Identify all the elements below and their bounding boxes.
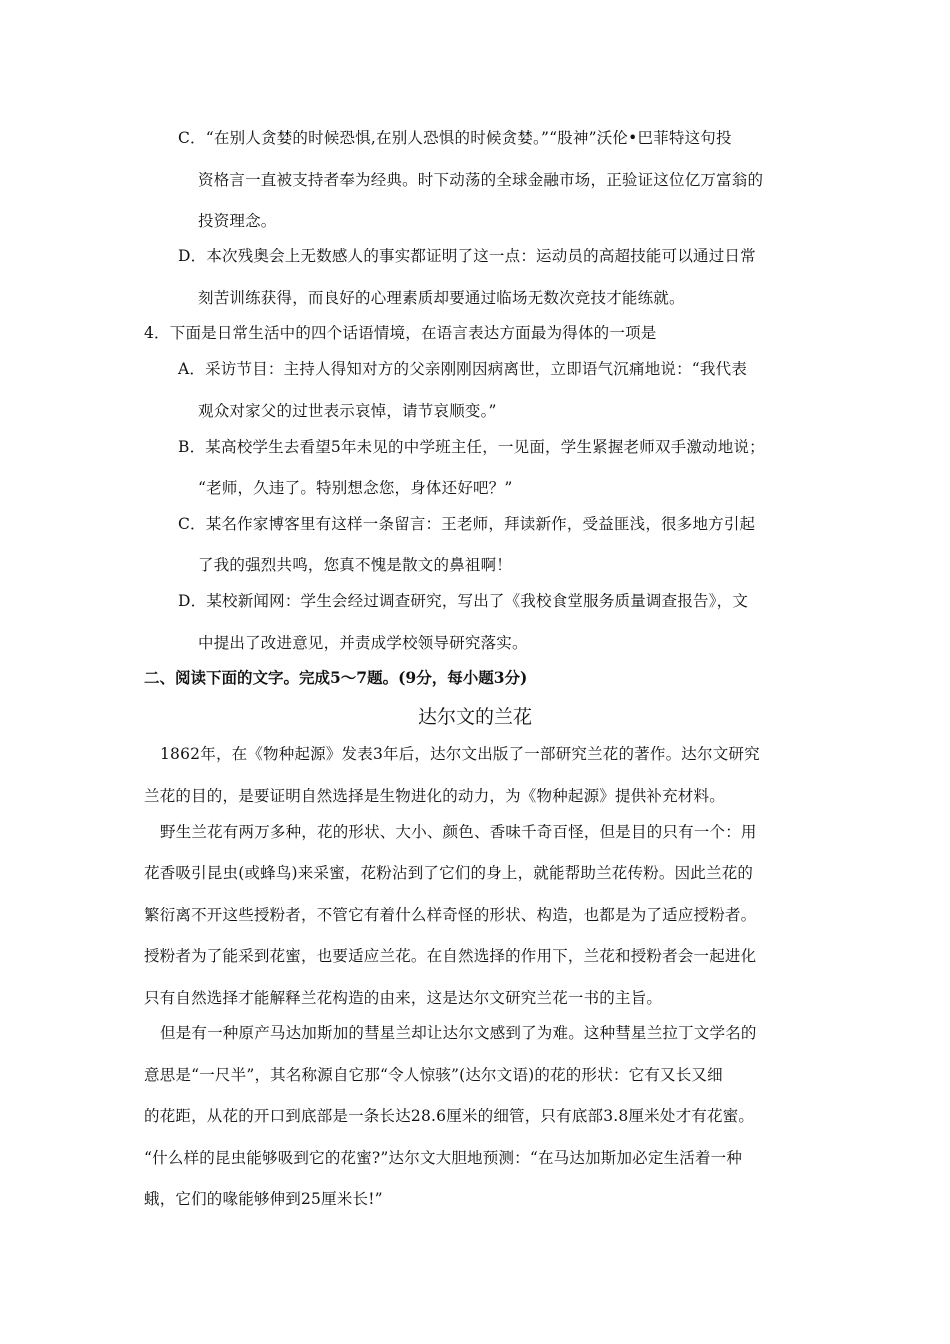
q3-option-c-line-3: 投资理念。 (198, 212, 277, 230)
q4-option-b-line-1: B．某高校学生去看望5年未见的中学班主任，一见面，学生紧握老师双手激动地说； (178, 438, 765, 456)
q3-option-c-line-2: 资格言一直被支持者奉为经典。时下动荡的全球金融市场，正验证这位亿万富翁的 (198, 171, 764, 189)
paragraph-2-line-3: 繁衍离不开这些授粉者，不管它有着什么样奇怪的形状、构造，也都是为了适应授粉者。 (144, 906, 757, 924)
paragraph-3-line-3: 的花距，从花的开口到底部是一条长达28.6厘米的细管，只有底部3.8厘米处才有花蜜。 (144, 1107, 755, 1125)
paragraph-2-line-1: 野生兰花有两万多种，花的形状、大小、颜色、香味千奇百怪，但是目的只有一个：用 (160, 823, 757, 841)
q4-option-d-line-1: D．某校新闻网：学生会经过调查研究，写出了《我校食堂服务质量调查报告》，文 (178, 592, 749, 610)
section-heading: 二、阅读下面的文字。完成5～7题。(9分，每小题3分) (144, 668, 528, 687)
q4-option-c-line-1: C．某名作家博客里有这样一条留言：王老师，拜读新作，受益匪浅，很多地方引起 (178, 515, 756, 533)
q4-option-a-line-1: A．采访节目：主持人得知对方的父亲刚刚因病离世，立即语气沉痛地说：“我代表 (178, 360, 748, 378)
paragraph-2-line-4: 授粉者为了能采到花蜜，也要适应兰花。在自然选择的作用下，兰花和授粉者会一起进化 (144, 947, 757, 965)
paragraph-1-line-1: 1862年，在《物种起源》发表3年后，达尔文出版了一部研究兰花的著作。达尔文研究 (160, 745, 760, 763)
q4-option-c-line-2: 了我的强烈共鸣，您真不愧是散文的鼻祖啊！ (198, 556, 513, 574)
paragraph-3-line-2: 意思是“一尺半”，其名称源自它那“令人惊骇”(达尔文语)的花的形状：它有又长又细 (144, 1066, 723, 1084)
paragraph-1-line-2: 兰花的目的，是要证明自然选择是生物进化的动力，为《物种起源》提供补充材料。 (144, 787, 725, 805)
article-title: 达尔文的兰花 (417, 706, 532, 728)
paragraph-3-line-1: 但是有一种原产马达加斯加的彗星兰却让达尔文感到了为难。这种彗星兰拉丁文学名的 (160, 1024, 757, 1042)
paragraph-2-line-2: 花香吸引昆虫(或蜂鸟)来采蜜，花粉沾到了它们的身上，就能帮助兰花传粉。因此兰花的 (144, 864, 754, 882)
paragraph-3-line-5: 蛾，它们的喙能够伸到25厘米长!” (144, 1190, 383, 1208)
paragraph-3-line-4: “什么样的昆虫能够吸到它的花蜜?”达尔文大胆地预测：“在马达加斯加必定生活着一种 (144, 1149, 743, 1167)
q4-stem: 4．下面是日常生活中的四个话语情境，在语言表达方面最为得体的一项是 (144, 324, 657, 342)
q3-option-d-line-1: D．本次残奥会上无数感人的事实都证明了这一点：运动员的高超技能可以通过日常 (178, 247, 756, 265)
paragraph-2-line-5: 只有自然选择才能解释兰花构造的由来，这是达尔文研究兰花一书的主旨。 (144, 989, 663, 1007)
q4-option-a-line-2: 观众对家父的过世表示哀悼，请节哀顺变。” (198, 402, 497, 420)
q3-option-c-line-1: C．“在别人贪婪的时候恐惧,在别人恐惧的时候贪婪。”“股神”沃伦•巴菲特这句投 (178, 129, 732, 147)
q4-option-d-line-2: 中提出了改进意见，并责成学校领导研究落实。 (198, 634, 528, 652)
q4-option-b-line-2: “老师，久违了。特别想念您，身体还好吧？” (198, 479, 513, 497)
q3-option-d-line-2: 刻苦训练获得，而良好的心理素质却要通过临场无数次竞技才能练就。 (198, 289, 685, 307)
